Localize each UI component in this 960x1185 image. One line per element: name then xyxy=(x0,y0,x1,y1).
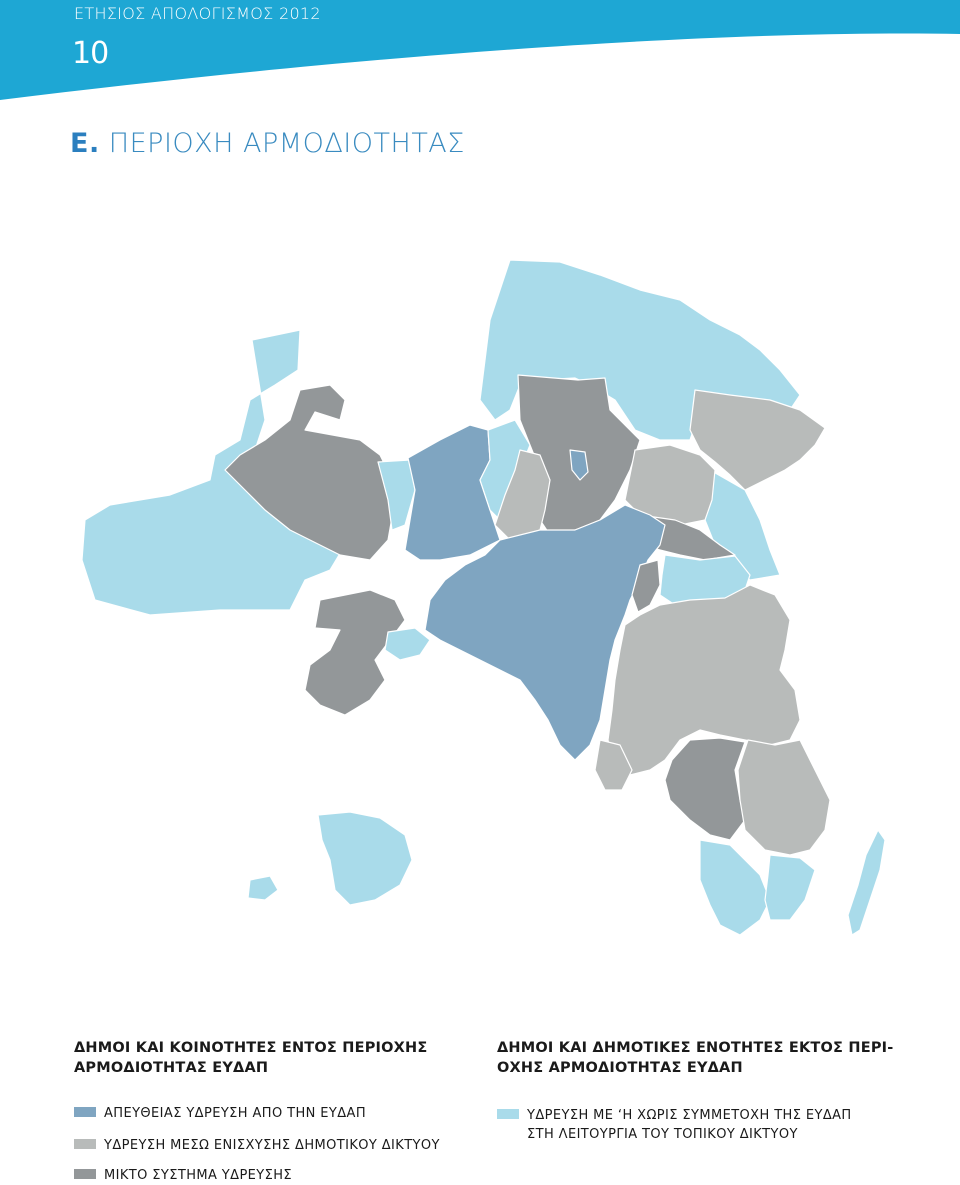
legend-item-municipal xyxy=(74,1136,440,1155)
legend-swatch-mixed xyxy=(74,1169,96,1179)
legend-swatch-outside xyxy=(497,1109,519,1119)
map-region-lavrio xyxy=(665,738,745,840)
legend-heading-inside: ΔΗΜΟΙ ΚΑΙ ΚΟΙΝΟΤΗΤΕΣ ΕΝΤΟΣ ΠΕΡΙΟΧΗΣ ΑΡΜΟΔΙΟΤΗΤΑΣ ΕΥΔΑΠ xyxy=(74,1040,428,1076)
legend-label-mixed: ΜΙΚΤΟ ΣΥΣΤΗΜΑ ΥΔΡΕΥΣΗΣ xyxy=(104,1168,293,1183)
legend-item-outside xyxy=(497,1106,857,1144)
section-title: ΠΕΡΙΟΧΗ ΑΡΜΟΔΙΟΤΗΤΑΣ xyxy=(108,128,465,159)
legend-label-direct: ΑΠΕΥΘΕΙΑΣ ΥΔΡΕΥΣΗ ΑΠΟ ΤΗΝ ΕΥΔΑΠ xyxy=(104,1106,367,1121)
legend-label-municipal: ΥΔΡΕΥΣΗ ΜΕΣΩ ΕΝΙΣΧΥΣΗΣ ΔΗΜΟΤΙΚΟΥ ΔΙΚΤΥΟΥ xyxy=(104,1138,440,1153)
map-region-aegina xyxy=(318,812,412,905)
legend-item-mixed xyxy=(74,1166,292,1185)
legend-swatch-municipal xyxy=(74,1139,96,1149)
section-heading xyxy=(70,128,465,159)
legend-label-outside: ΥΔΡΕΥΣΗ ΜΕ ‘Η ΧΩΡΙΣ ΣΥΜΜΕΤΟΧΗ ΤΗΣ ΕΥΔΑΠ ΣΤΗ ΛΕΙΤΟΥΡΓΙΑ ΤΟΥ ΤΟΠΙΚΟΥ ΔΙΚΤΥΟΥ xyxy=(527,1108,852,1142)
legend-heading-outside: ΔΗΜΟΙ ΚΑΙ ΔΗΜΟΤΙΚΕΣ ΕΝΟΤΗΤΕΣ ΕΚΤΟΣ ΠΕΡΙ-ΟΧΗΣ ΑΡΜΟΔΙΟΤΗΤΑΣ ΕΥΔΑΠ xyxy=(497,1040,894,1076)
map-region-anavyssos xyxy=(765,855,815,920)
legend-swatch-direct xyxy=(74,1107,96,1117)
map-region-makronisos xyxy=(848,830,885,935)
attica-map xyxy=(0,240,960,1000)
map-region-angistri xyxy=(248,876,278,900)
report-title: ΕΤΗΣΙΟΣ ΑΠΟΛΟΓΙΣΜΟΣ 2012 xyxy=(74,4,321,23)
legend-item-direct xyxy=(74,1104,366,1123)
section-letter: Ε. xyxy=(70,128,100,159)
map-region-keratea xyxy=(738,740,830,855)
page-number: 10 xyxy=(72,36,109,71)
map-region-sounio xyxy=(700,840,770,935)
map-region-salamina-light xyxy=(385,628,430,660)
